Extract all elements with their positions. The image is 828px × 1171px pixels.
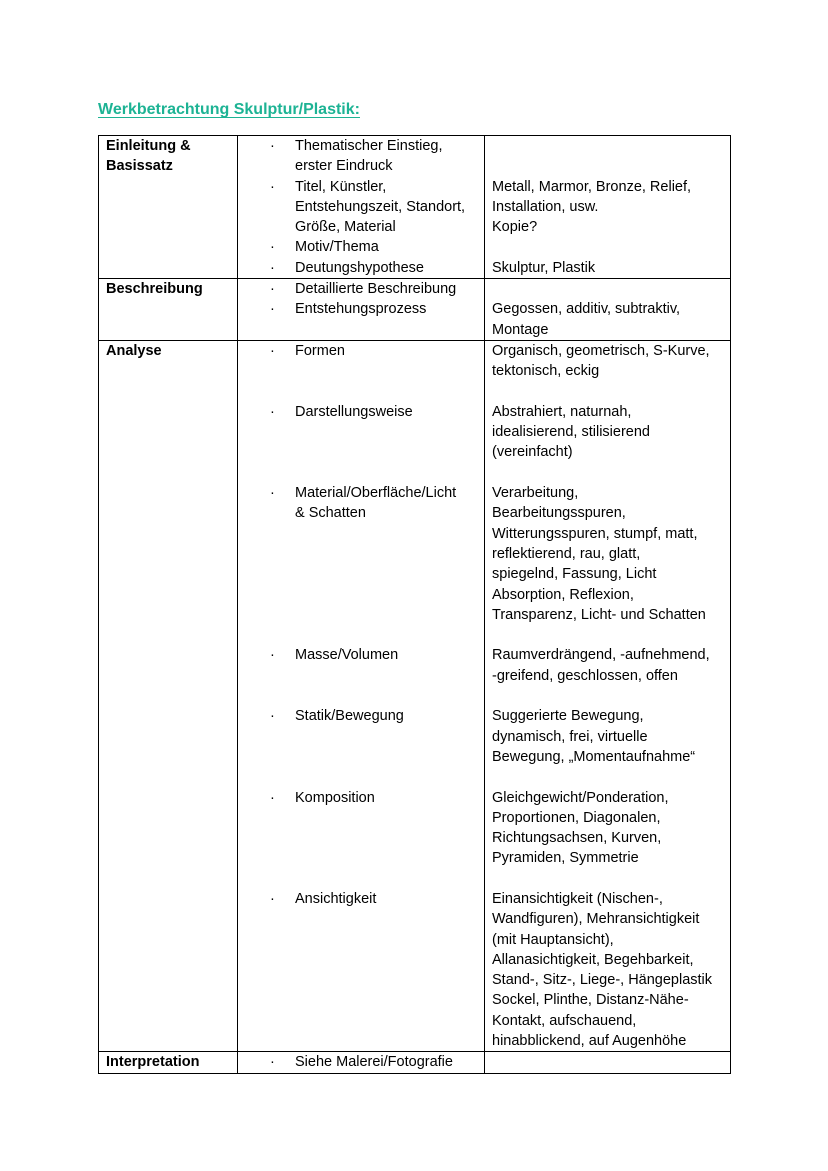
notes-cell: [485, 1052, 731, 1073]
note-text: (mit Hauptansicht),: [492, 931, 614, 948]
note-text: Witterungsspuren, stumpf, matt,: [492, 525, 698, 542]
criteria-cell: [238, 340, 485, 1051]
criterion-text: Siehe Malerei/Fotografie: [295, 1054, 453, 1071]
section-label: Einleitung &: [106, 138, 191, 154]
list-item: [245, 402, 478, 422]
bullet-icon: ·: [270, 259, 275, 276]
page-title: Werkbetrachtung Skulptur/Plastik:: [98, 101, 360, 118]
section-label-cell: [99, 136, 238, 279]
note-text: Gleichgewicht/Ponderation,: [492, 789, 669, 806]
criterion-text: erster Eindruck: [295, 158, 393, 175]
note-text: Einansichtigkeit (Nischen-,: [492, 890, 663, 907]
note-text: tektonisch, eckig: [492, 363, 600, 380]
table-row-einleitung: [99, 136, 731, 279]
bullet-icon: ·: [270, 1054, 275, 1071]
note-text: Montage: [492, 321, 549, 338]
criterion-text: Deutungshypothese: [295, 259, 424, 276]
bullet-icon: ·: [270, 485, 275, 502]
note-text: Bewegung, „Momentaufnahme“: [492, 748, 696, 765]
bullet-icon: ·: [270, 890, 275, 907]
criterion-text: Titel, Künstler,: [295, 178, 387, 195]
note-text: Kopie?: [492, 219, 538, 236]
note-text: Richtungsachsen, Kurven,: [492, 830, 662, 847]
list-item: [245, 1052, 478, 1072]
list-item: [245, 483, 478, 524]
criterion-text: Detaillierte Beschreibung: [295, 281, 457, 298]
note-text: Abstrahiert, naturnah,: [492, 403, 632, 420]
bullet-icon: ·: [270, 138, 275, 154]
criterion-text: Thematischer Einstieg,: [295, 138, 443, 154]
bullet-icon: ·: [270, 281, 275, 298]
bullet-icon: ·: [270, 789, 275, 806]
note-text: Pyramiden, Symmetrie: [492, 850, 639, 867]
list-item: [245, 645, 478, 665]
note-text: Stand-, Sitz-, Liege-, Hängeplastik: [492, 972, 713, 989]
note-text: Organisch, geometrisch, S-Kurve,: [492, 342, 710, 359]
notes-cell: [485, 279, 731, 341]
note-text: -greifend, geschlossen, offen: [492, 667, 678, 684]
criterion-text: Ansichtigkeit: [295, 890, 377, 907]
table-row-interpretation: [99, 1052, 731, 1073]
criterion-text: Größe, Material: [295, 219, 396, 236]
bullet-icon: ·: [270, 239, 275, 256]
note-text: (vereinfacht): [492, 444, 573, 461]
note-text: Proportionen, Diagonalen,: [492, 809, 661, 826]
bullet-icon: ·: [270, 403, 275, 420]
note-text: Verarbeitung,: [492, 485, 579, 502]
bullet-icon: ·: [270, 708, 275, 725]
note-text: Raumverdrängend, -aufnehmend,: [492, 647, 710, 664]
section-label-cell: [99, 279, 238, 341]
note-text: Gegossen, additiv, subtraktiv,: [492, 301, 681, 318]
list-item: [245, 258, 478, 278]
bullet-icon: ·: [270, 342, 275, 359]
analysis-table: [98, 135, 731, 1074]
list-item: [245, 889, 478, 909]
notes-cell: [485, 340, 731, 1051]
bullet-icon: ·: [270, 301, 275, 318]
note-text: Bearbeitungsspuren,: [492, 505, 626, 522]
list-item: [245, 136, 478, 177]
section-label: Basissatz: [106, 158, 173, 175]
note-text: Suggerierte Bewegung,: [492, 708, 644, 725]
note-text: Wandfiguren), Mehransichtigkeit: [492, 911, 700, 928]
section-label-cell: [99, 340, 238, 1051]
criteria-cell: [238, 1052, 485, 1073]
criterion-text: Entstehungsprozess: [295, 301, 427, 318]
bullet-icon: ·: [270, 178, 275, 195]
table-row-beschreibung: [99, 279, 731, 341]
criterion-text: Motiv/Thema: [295, 239, 379, 256]
section-label: Beschreibung: [106, 281, 203, 298]
notes-cell: [485, 136, 731, 279]
note-text: Kontakt, aufschauend,: [492, 1012, 637, 1029]
bullet-icon: ·: [270, 647, 275, 664]
note-text: Transparenz, Licht- und Schatten: [492, 606, 706, 623]
list-item: [245, 299, 478, 319]
note-text: Allanasichtigkeit, Begehbarkeit,: [492, 951, 694, 968]
criterion-text: Material/Oberfläche/Licht: [295, 485, 457, 502]
list-item: [245, 341, 478, 361]
criterion-text: Formen: [295, 342, 345, 359]
section-label: Analyse: [106, 342, 162, 359]
note-text: idealisierend, stilisierend: [492, 424, 650, 441]
note-text: reflektierend, rau, glatt,: [492, 545, 641, 562]
note-text: dynamisch, frei, virtuelle: [492, 728, 648, 745]
criterion-text: Masse/Volumen: [295, 647, 399, 664]
note-text: hinabblickend, auf Augenhöhe: [492, 1033, 687, 1050]
note-text: Installation, usw.: [492, 198, 599, 215]
table-row-analyse: [99, 340, 731, 1051]
criterion-text: Entstehungszeit, Standort,: [295, 198, 466, 215]
note-text: Metall, Marmor, Bronze, Relief,: [492, 178, 692, 195]
criteria-cell: [238, 279, 485, 341]
criteria-cell: [238, 136, 485, 279]
note-text: Skulptur, Plastik: [492, 259, 596, 276]
section-label: Interpretation: [106, 1054, 200, 1071]
criterion-text: Komposition: [295, 789, 375, 806]
note-text: Absorption, Reflexion,: [492, 586, 634, 603]
criterion-text: & Schatten: [295, 505, 366, 522]
section-label-cell: [99, 1052, 238, 1073]
list-item: [245, 279, 478, 299]
criterion-text: Darstellungsweise: [295, 403, 413, 420]
list-item: [245, 177, 478, 238]
note-text: spiegelnd, Fassung, Licht: [492, 566, 657, 583]
criterion-text: Statik/Bewegung: [295, 708, 404, 725]
list-item: [245, 788, 478, 808]
note-text: Sockel, Plinthe, Distanz-Nähe-: [492, 992, 689, 1009]
list-item: [245, 237, 478, 257]
list-item: [245, 706, 478, 726]
